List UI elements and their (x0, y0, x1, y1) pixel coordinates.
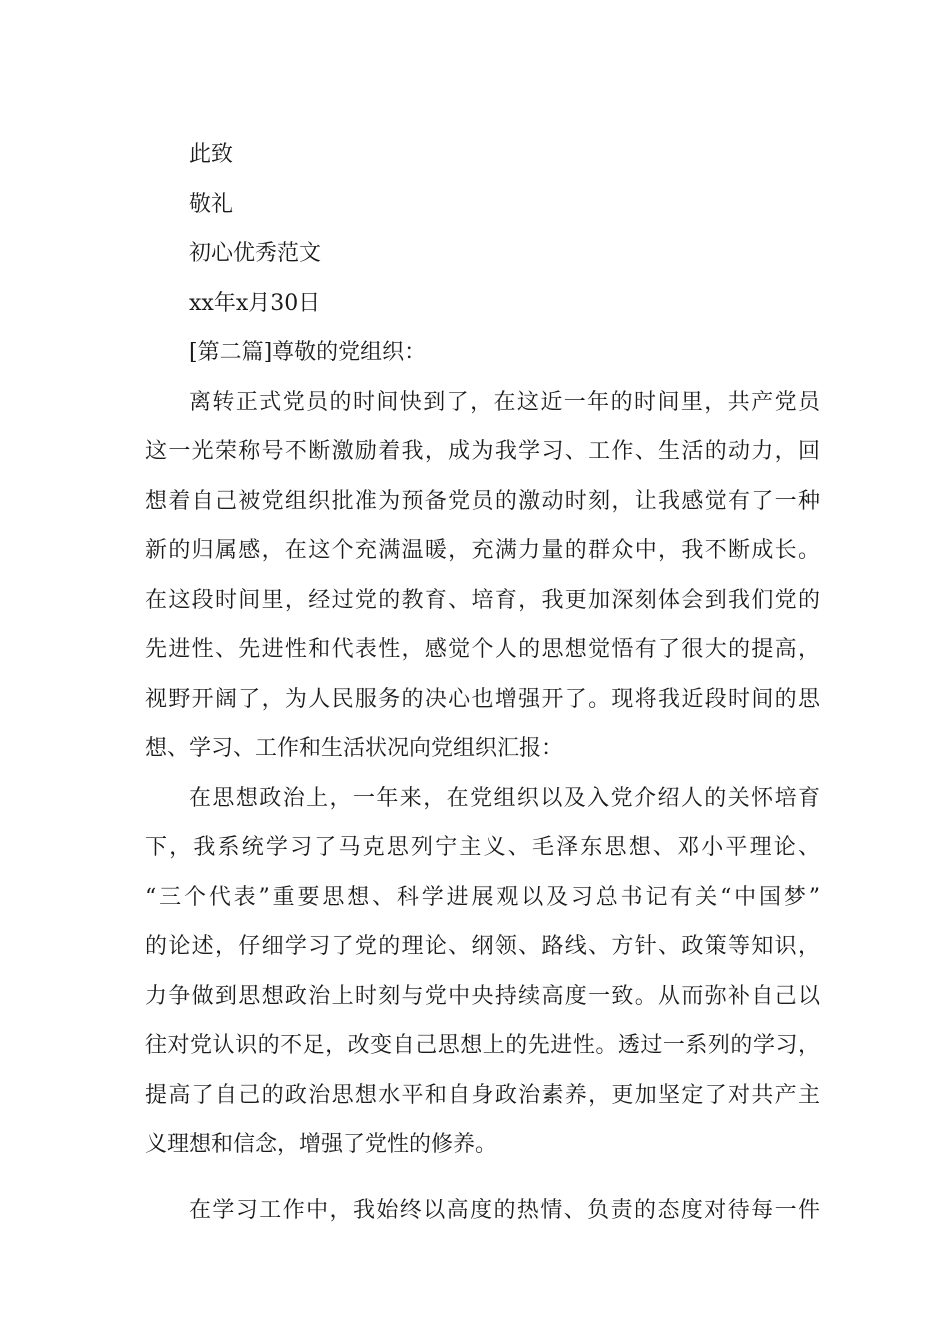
paragraph-3 (145, 1186, 820, 1236)
paragraph-2 (145, 774, 820, 1170)
paragraph-line: “三个代表”重要思想、科学进展观以及习总书记有关“中国梦” (145, 884, 820, 910)
paragraph-line: 往对党认识的不足，改变自己思想上的先进性。透过一系列的学习， (145, 1033, 820, 1058)
signature: 初心优秀范文 (189, 241, 322, 266)
paragraph-1 (145, 378, 820, 774)
paragraph-line: 在学习工作中，我始终以高度的热情、负责的态度对待每一件 (189, 1197, 820, 1223)
paragraph-line: 先进性、先进性和代表性，感觉个人的思想觉悟有了很大的提高， (145, 637, 820, 662)
paragraph-line: 想着自己被党组织批准为预备党员的激动时刻，让我感觉有了一种 (145, 488, 820, 514)
paragraph-line: 新的归属感，在这个充满温暖，充满力量的群众中，我不断成长。 (145, 538, 820, 563)
paragraph-line: 在这段时间里，经过党的教育、培育，我更加深刻体会到我们党的 (145, 587, 820, 613)
paragraph-line: 这一光荣称号不断激励着我，成为我学习、工作、生活的动力，回 (145, 439, 820, 464)
section-heading: [第二篇]尊敬的党组织： (189, 340, 427, 365)
paragraph-line: 义理想和信念，增强了党性的修养。 (145, 1132, 498, 1157)
paragraph-line: 视野开阔了，为人民服务的决心也增强开了。现将我近段时间的思 (145, 686, 820, 712)
paragraph-line: 在思想政治上，一年来，在党组织以及入党介绍人的关怀培育 (189, 785, 820, 811)
document-body (145, 130, 820, 1235)
paragraph-line: 下，我系统学习了马克思列宁主义、毛泽东思想、邓小平理论、 (145, 835, 820, 860)
paragraph-line: 离转正式党员的时间快到了，在这近一年的时间里，共产党员 (189, 389, 820, 415)
closing-salutation: 此致 (189, 142, 234, 167)
closing-respect: 敬礼 (189, 191, 234, 217)
paragraph-line: 的论述，仔细学习了党的理论、纲领、路线、方针、政策等知识， (145, 934, 820, 959)
paragraph-line: 提高了自己的政治思想水平和自身政治素养，更加坚定了对共产主 (145, 1082, 820, 1108)
letter-date: xx年x月30日 (189, 290, 321, 316)
paragraph-line: 力争做到思想政治上时刻与党中央持续高度一致。从而弥补自己以 (145, 983, 820, 1009)
paragraph-line: 想、学习、工作和生活状况向党组织汇报： (145, 736, 564, 761)
